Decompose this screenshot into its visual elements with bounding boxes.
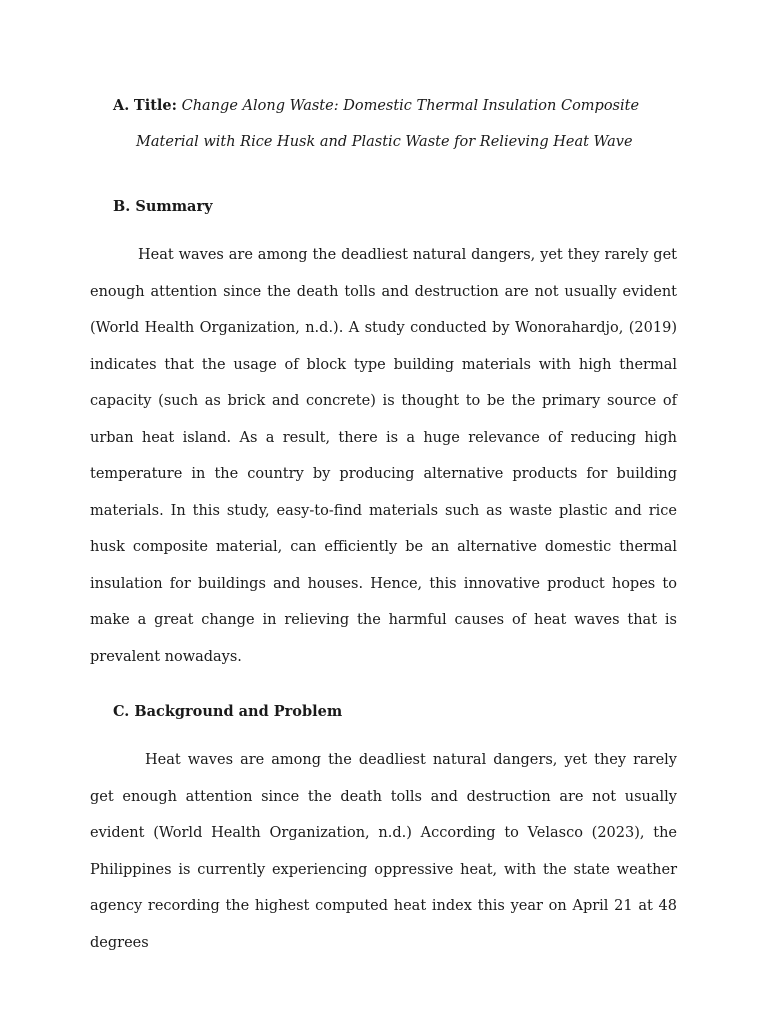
document-title-line-2: Material with Rice Husk and Plastic Waste for Relieving Heat Wave: [136, 134, 633, 150]
background-paragraph: Heat waves are among the deadliest natural dangers, yet they rarely get enough attention since the death tolls and destruction are not usually evident (World Health Organization, n.d.) According to Velasco (2023), the Philippines is currently experiencing oppressive heat, with the state weather agency recording the highest computed heat index this year on April 21 at 48 degrees: [90, 752, 677, 951]
title-section-letter: A.: [113, 97, 130, 114]
summary-heading: B. Summary: [113, 198, 213, 215]
title-section: [113, 88, 677, 160]
document-title-line-1: Change Along Waste: Domestic Thermal Insulation Composite: [181, 98, 640, 114]
background-heading: C. Background and Problem: [113, 703, 343, 720]
document-page: [90, 88, 677, 961]
summary-paragraph: Heat waves are among the deadliest natural dangers, yet they rarely get enough attention since the death tolls and destruction are not usually evident (World Health Organization, n.d.). A study conducted by Wonorahardjo, (2019) indicates that the usage of block type building materials with high thermal capacity (such as brick and concrete) is thought to be the primary source of urban heat island. As a result, there is a huge relevance of reducing high temperature in the country by producing alternative products for building materials. In this study, easy-to-find materials such as waste plastic and rice husk composite material, can efficiently be an alternative domestic thermal insulation for buildings and houses. Hence, this innovative product hopes to make a great change in relieving the harmful causes of heat waves that is prevalent nowadays.: [90, 247, 677, 665]
title-label: Title:: [133, 97, 178, 114]
